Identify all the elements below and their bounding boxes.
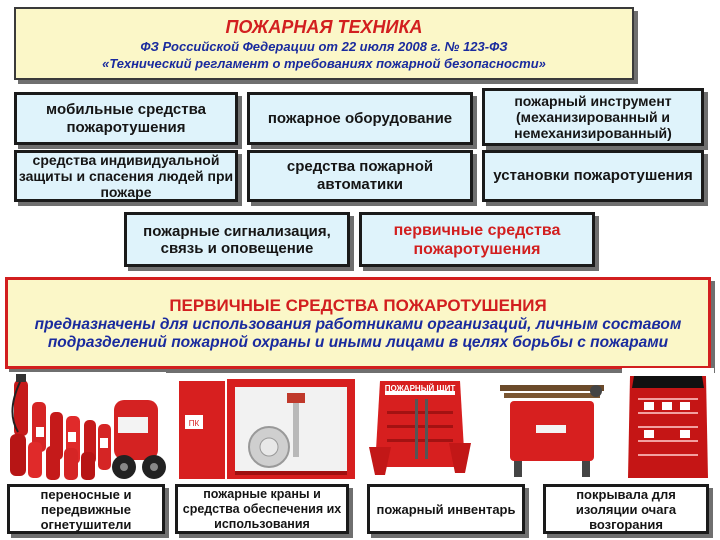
primary-section-title: ПЕРВИЧНЫЕ СРЕДСТВА ПОЖАРОТУШЕНИЯ (169, 295, 547, 315)
category-installations: установки пожаротушения (482, 150, 704, 202)
label-hydrants: пожарные краны и средства обеспечения их использования (175, 484, 349, 534)
label-blankets: покрывала для изоляции очага возгорания (543, 484, 709, 534)
fire-blanket-photo (622, 368, 714, 482)
fire-shield-sign: ПОЖАРНЫЙ ЩИТ (384, 384, 456, 393)
fire-shield-photo (365, 377, 475, 481)
header-panel (14, 7, 634, 80)
category-instrument: пожарный инструмент (механизированный и немеханизированный) (482, 88, 704, 146)
sand-box-photo (496, 377, 608, 481)
law-reference: ФЗ Российской Федерации от 22 июля 2008 г. № 123-ФЗ (140, 38, 508, 54)
fire-extinguisher-icon (6, 372, 166, 482)
sand-box-icon (496, 377, 608, 481)
law-title: «Технический регламент о требованиях пожарной безопасности» (102, 55, 546, 71)
category-mobile: мобильные средства пожаротушения (14, 92, 238, 145)
category-primary: первичные средства пожаротушения (359, 212, 595, 267)
category-automation: средства пожарной автоматики (247, 150, 473, 202)
extinguishers-photo (6, 372, 166, 482)
category-equipment: пожарное оборудование (247, 92, 473, 145)
hydrant-cabinet-photo (175, 377, 360, 482)
label-extinguishers: переносные и передвижные огнетушители (7, 484, 165, 534)
primary-section-description: предназначены для использования работниками организаций, личным составом подразделений пожарной охраны и иными лицами в целях борьбы с пожарами (34, 315, 682, 351)
page-title: ПОЖАРНАЯ ТЕХНИКА (225, 16, 423, 37)
category-signaling: пожарные сигнализация, связь и оповещение (124, 212, 350, 267)
fire-blanket-icon (622, 368, 714, 482)
hydrant-cabinet-icon (175, 377, 360, 482)
primary-section-panel (5, 277, 711, 369)
label-inventory: пожарный инвентарь (367, 484, 525, 534)
svg-text:ПК: ПК (188, 419, 200, 428)
category-personal-protection: средства индивидуальной защиты и спасения людей при пожаре (14, 150, 238, 202)
